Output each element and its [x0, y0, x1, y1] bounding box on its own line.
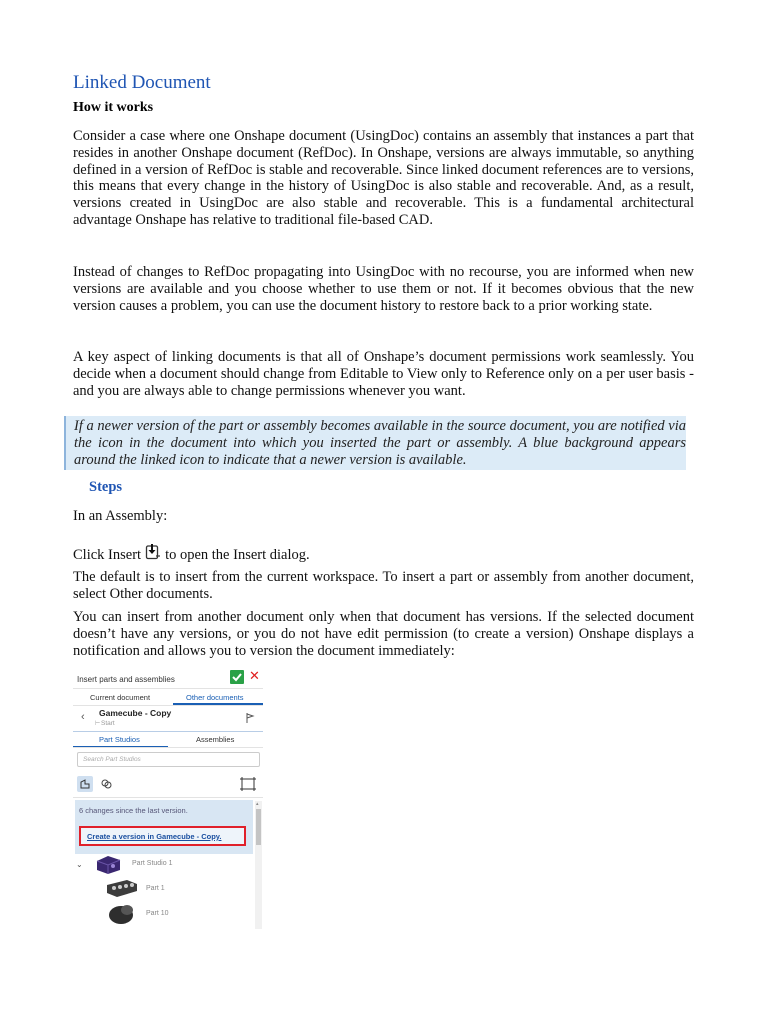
paragraph-changes: Instead of changes to RefDoc propagating into UsingDoc with no recourse, you are informed when new versions are available and you choose whether to use them or not. If it becomes obvious that the new version causes a problem, you can use the document history to restore back to a prior working state. — [73, 264, 694, 314]
surface-icon — [100, 777, 114, 791]
divider — [73, 731, 263, 732]
steps-heading: Steps — [89, 479, 123, 495]
search-input[interactable]: Search Part Studios — [77, 752, 260, 767]
create-version-link[interactable]: Create a version in Gamecube - Copy. — [79, 826, 246, 846]
tab-current-document[interactable]: Current document — [90, 693, 151, 702]
dialog-title: Insert parts and assemblies — [77, 675, 175, 684]
subtab-part-studios[interactable]: Part Studios — [99, 735, 140, 744]
section-subtitle: How it works — [73, 100, 154, 115]
tab-other-documents[interactable]: Other documents — [186, 693, 244, 702]
document-workspace: Start — [101, 720, 115, 727]
divider — [73, 688, 263, 689]
frame-icon — [239, 776, 257, 792]
changes-message: 6 changes since the last version. — [79, 806, 188, 815]
branch-icon: ⊢ — [95, 721, 101, 727]
part-studio-thumbnail — [93, 853, 123, 880]
insert-dialog — [73, 667, 263, 929]
subtab-assemblies[interactable]: Assemblies — [196, 735, 235, 744]
divider — [73, 705, 263, 706]
scroll-thumb[interactable] — [256, 809, 261, 845]
confirm-button[interactable] — [230, 670, 244, 684]
tree-item-part-studio[interactable]: Part Studio 1 — [132, 860, 173, 867]
version-notification — [75, 800, 253, 854]
click-insert-suffix: to open the Insert dialog. — [165, 547, 310, 563]
paragraph-click-insert — [73, 543, 694, 564]
scrollbar[interactable] — [255, 801, 262, 929]
page-title: Linked Document — [73, 72, 211, 93]
document-name: Gamecube - Copy — [99, 708, 172, 718]
tree-item-part-10[interactable]: Part 10 — [146, 910, 169, 917]
note-callout: If a newer version of the part or assembly becomes available in the source document, you are notified via the icon in the document into which you inserted the part or assembly. A blue background appears around the linked icon to indicate that a newer version is available. — [64, 416, 686, 470]
tree-item-part-1[interactable]: Part 1 — [146, 885, 165, 892]
surfaces-filter-button[interactable] — [100, 777, 114, 796]
version-flag-icon[interactable] — [245, 711, 255, 729]
divider — [73, 797, 263, 798]
check-icon — [230, 670, 244, 684]
part-thumbnail — [105, 877, 139, 904]
insert-icon — [144, 543, 162, 561]
paragraph-versions: You can insert from another document only when that document has versions. If the selected document doesn’t have any versions, or you do not have edit permission (to create a version) Onshape displays a notification and allows you to version the document immediately: — [73, 609, 694, 659]
back-icon[interactable]: ‹ — [81, 711, 85, 723]
close-icon: ✕ — [249, 668, 260, 683]
scroll-up-icon[interactable]: ▴ — [256, 801, 259, 807]
click-insert-text: Click Insert — [73, 547, 142, 563]
parts-filter-button[interactable] — [77, 776, 93, 792]
part-icon — [77, 776, 93, 792]
paragraph-in-assembly: In an Assembly: — [73, 508, 168, 524]
close-button[interactable] — [249, 669, 260, 683]
divider — [73, 747, 263, 748]
paragraph-intro: Consider a case where one Onshape document (UsingDoc) contains an assembly that instances a part that resides in another Onshape document (RefDoc). In Onshape, versions are always immutable, so anything defined in a version of RefDoc is stable and recoverable. Since linked document references are to versions, this means that every change in the history of UsingDoc is also stable and recoverable. And, as a result, versions created in UsingDoc are also stable and recoverable. This is a fundamental architectural advantage Onshape has relative to traditional file-based CAD. — [73, 128, 694, 228]
paragraph-permissions: A key aspect of linking documents is that all of Onshape’s document permissions work seamlessly. You decide when a document should change from Editable to View only to Reference only on a per user basis - and you are always able to change permissions whenever you want. — [73, 349, 694, 399]
part-thumbnail — [107, 901, 137, 929]
display-mode-button[interactable] — [239, 776, 257, 797]
paragraph-default-workspace: The default is to insert from the current workspace. To insert a part or assembly from another document, select Other documents. — [73, 569, 694, 602]
chevron-down-icon[interactable]: ⌄ — [76, 860, 83, 869]
